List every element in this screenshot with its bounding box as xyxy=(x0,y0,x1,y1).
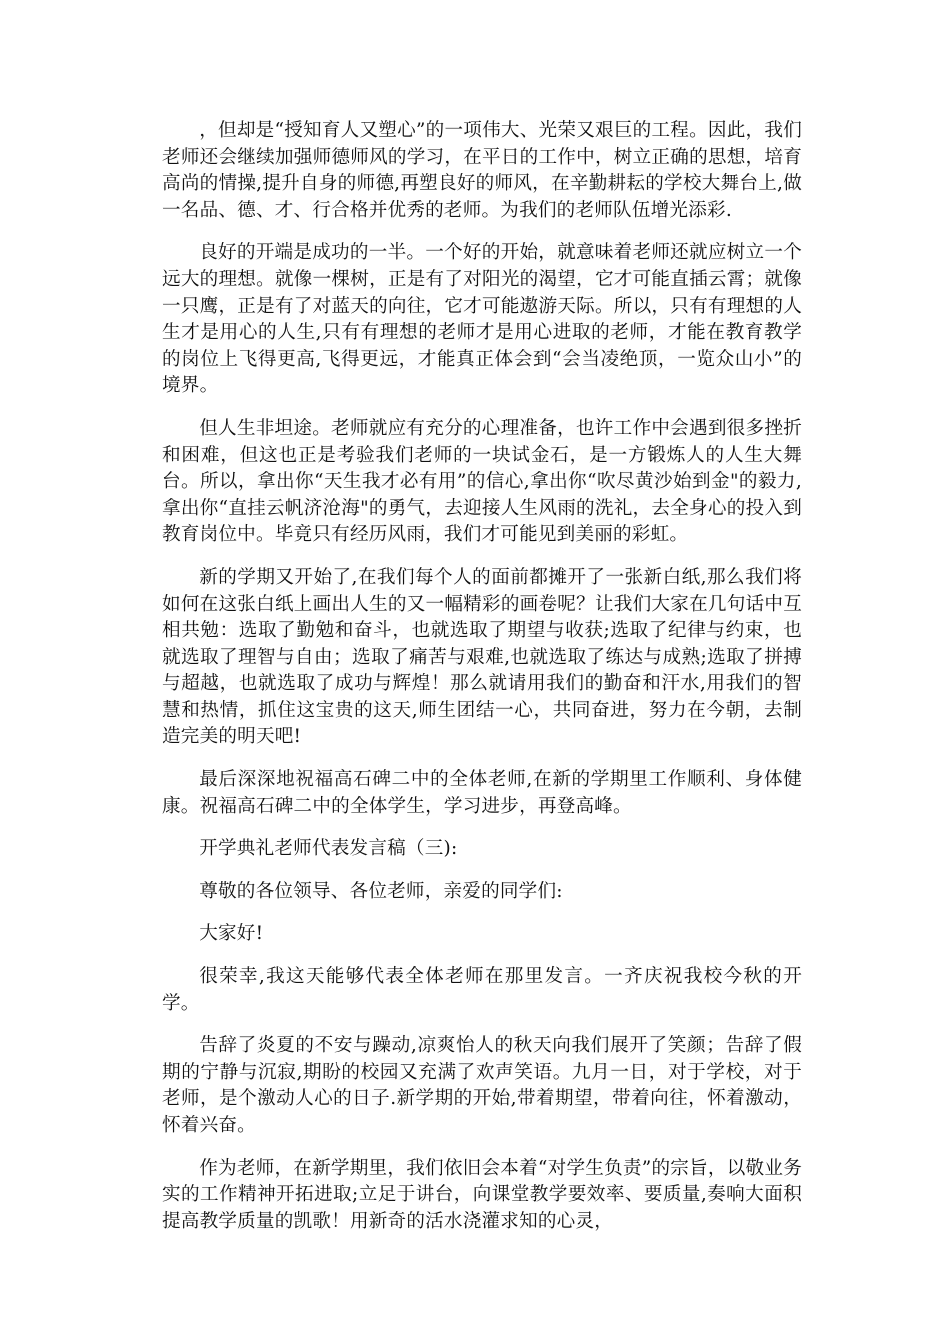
paragraph-4: 新的学期又开始了,在我们每个人的面前都摊开了一张新白纸,那么我们将如何在这张白纸上画出人生的又一幅精彩的画卷呢？让我们大家在几句话中互相共勉：选取了勤勉和奋斗，也就选取了期望与收获;选取了纪律与约束，也就选取了理智与自由；选取了痛苦与艰难,也就选取了练达与成熟;选取了拼搏与超越，也就选取了成功与辉煌！那么就请用我们的勤奋和汗水,用我们的智慧和热情，抓住这宝贵的这天,师生团结一心，共同奋进，努力在今朝，去制造完美的明天吧! xyxy=(162,566,802,748)
paragraph-11: 作为老师，在新学期里，我们依旧会本着“对学生负责”的宗旨，以敬业务实的工作精神开拓进取;立足于讲台，向课堂教学要效率、要质量,奏响大面积提高教学质量的凯歌！用新奇的活水浇灌求知的心灵， xyxy=(162,1157,802,1232)
section-heading: 开学典礼老师代表发言稿（三): xyxy=(199,838,458,860)
paragraph-10: 告辞了炎夏的不安与躁动,凉爽怡人的秋天向我们展开了笑颜；告辞了假期的宁静与沉寂,期盼的校园又充满了欢声笑语。九月一日，对于学校，对于老师，是个激动人心的日子.新学期的开始,带着期望，带着向往，怀着激动，怀着兴奋。 xyxy=(162,1035,802,1136)
paragraph-2: 良好的开端是成功的一半。一个好的开始，就意味着老师还就应树立一个远大的理想。就像一棵树，正是有了对阳光的渴望，它才可能直插云霄；就像一只鹰，正是有了对蓝天的向往，它才可能遨游天际。所以，只有有理想的人生才是用心的人生,只有有理想的老师才是用心进取的老师，才能在教育教学的岗位上飞得更高,飞得更远，才能真正体会到“会当凌绝顶，一览众山小”的境界。 xyxy=(162,242,802,397)
greeting: 大家好! xyxy=(199,923,264,945)
paragraph-5: 最后深深地祝福高石碑二中的全体老师,在新的学期里工作顺利、身体健康。祝福高石碑二中的全体学生，学习进步，再登高峰。 xyxy=(162,769,802,817)
document-body xyxy=(162,118,802,1251)
paragraph-1: ，但却是“授知育人又塑心”的一项伟大、光荣又艰巨的工程。因此，我们老师还会继续加强师德师风的学习，在平日的工作中，树立正确的思想，培育高尚的情操,提升自身的师德,再塑良好的师风，在辛勤耕耘的学校大舞台上,做一名品、德、才、行合格并优秀的老师。为我们的老师队伍增光添彩. xyxy=(162,120,802,221)
paragraph-3: 但人生非坦途。老师就应有充分的心理准备，也许工作中会遇到很多挫折和困难，但这也正是考验我们老师的一块试金石，是一方锻炼人的人生大舞台。所以，拿出你“天生我才必有用”的信心,拿出你“吹尽黄沙始到金"的毅力,拿出你“直挂云帆济沧海"的勇气，去迎接人生风雨的洗礼，去全身心的投入到教育岗位中。毕竟只有经历风雨，我们才可能见到美丽的彩虹。 xyxy=(162,417,802,546)
paragraph-9: 很荣幸,我这天能够代表全体老师在那里发言。一齐庆祝我校今秋的开学。 xyxy=(162,966,802,1014)
salutation: 尊敬的各位领导、各位老师，亲爱的同学们: xyxy=(199,880,563,902)
